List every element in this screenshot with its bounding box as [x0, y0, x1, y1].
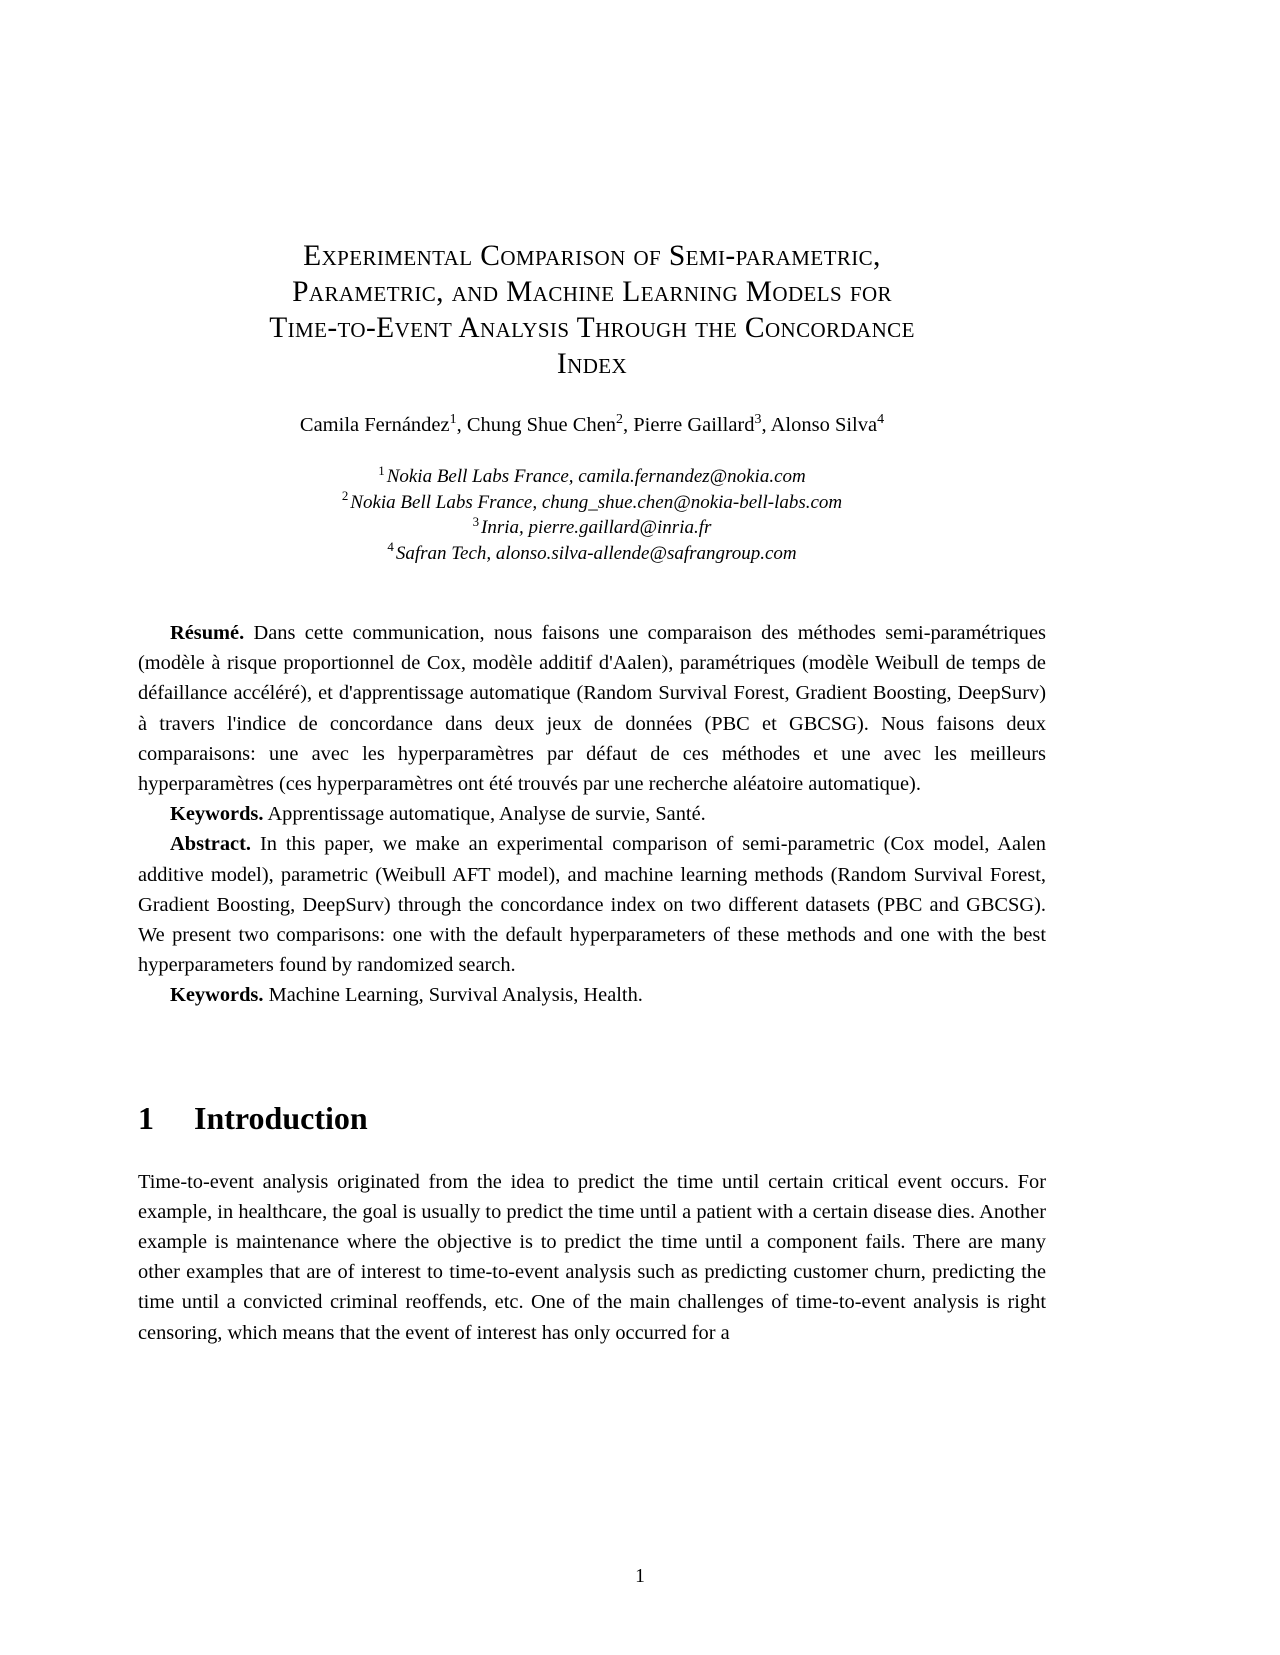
affiliation-item [138, 464, 1046, 490]
keywords-en-label: Keywords. [170, 984, 264, 1007]
affiliation-list [138, 464, 1046, 566]
affiliation-marker: 2 [341, 488, 349, 504]
section-number: 1 [138, 1099, 154, 1136]
author-3 [633, 414, 761, 436]
introduction-paragraph: Time-to-event analysis originated from the idea to predict the time until certain critical event occurs. For example, in healthcare, the goal is usually to predict the time until a patient with a certain disease dies. Another example is maintenance where the objective is to predict the time until a component fails. There are many other examples that are of interest to time-to-event analysis such as predicting customer churn, predicting the time until a convicted criminal reoffends, etc. One of the main challenges of time-to-event analysis is right censoring, which means that the event of interest has only occurred for a [138, 1170, 1046, 1344]
author-name: Camila Fernández [299, 414, 450, 436]
abstract-label: Abstract. [170, 833, 251, 856]
abstract-text: In this paper, we make an experimental comparison of semi-parametric (Cox model, Aalen additive model), parametric (Weibull AFT model), and machine learning methods (Random Survival Forest, Gradient Boosting, DeepSurv) through the concordance index on two different datasets (PBC and GBCSG). We present two comparisons: one with the default hyperparameters of these methods and one with the best hyperparameters found by randomized search. [138, 833, 1046, 977]
author-separator-1: , [456, 414, 467, 436]
author-separator-2: , [623, 414, 634, 436]
author-name: Pierre Gaillard [633, 414, 755, 436]
section-title: Introduction [194, 1099, 368, 1136]
author-name: Chung Shue Chen [466, 414, 617, 436]
affiliation-marker: 3 [472, 513, 480, 529]
resume-text: Dans cette communication, nous faisons une comparaison des méthodes semi-paramétriques (modèle à risque proportionnel de Cox, modèle additif d'Aalen), paramétriques (modèle Weibull de temps de défaillance accéléré), et d'apprentissage automatique (Random Survival Forest, Gradient Boosting, DeepSurv) à travers l'indice de concordance dans deux jeux de données (PBC et GBCSG). Nous faisons deux comparaisons: une avec les hyperparamètres par défaut de ces méthodes et une avec les meilleurs hyperparamètres (ces hyperparamètres ont été trouvés par une recherche aléatoire automatique). [138, 622, 1046, 796]
introduction-body [138, 1167, 1046, 1348]
author-name: Alonso Silva [770, 414, 878, 436]
keywords-en-paragraph [138, 980, 1046, 1010]
keywords-en-text: Machine Learning, Survival Analysis, Health. [268, 984, 643, 1007]
author-list [138, 412, 1046, 438]
author-2 [467, 414, 623, 436]
affiliation-item [138, 515, 1046, 541]
affiliation-item [138, 541, 1046, 567]
keywords-fr-label: Keywords. [170, 803, 264, 826]
author-affiliation-marker: 1 [449, 412, 457, 428]
section-heading-introduction [138, 1099, 1046, 1137]
resume-paragraph [138, 618, 1046, 799]
title-line-2: Parametric, and Machine Learning Models for [292, 276, 892, 308]
affiliation-item [138, 490, 1046, 516]
author-1 [300, 414, 457, 436]
keywords-fr-paragraph [138, 799, 1046, 829]
paper-title [138, 238, 1046, 382]
author-affiliation-marker: 2 [616, 412, 624, 428]
author-4 [771, 414, 884, 436]
resume-label: Résumé. [170, 622, 245, 644]
page-number: 1 [635, 1566, 645, 1587]
page-content [138, 0, 1046, 1348]
title-line-1: Experimental Comparison of Semi-parametric, [303, 240, 881, 272]
affiliation-text: Nokia Bell Labs France, chung_shue.chen@nokia-bell-labs.com [350, 491, 843, 513]
affiliation-marker: 1 [378, 462, 385, 478]
author-separator-3: , [761, 414, 771, 436]
abstract-paragraph [138, 829, 1046, 980]
affiliation-marker: 4 [387, 539, 394, 555]
author-affiliation-marker: 4 [877, 412, 885, 428]
affiliation-text: Nokia Bell Labs France, camila.fernandez@nokia.com [386, 466, 806, 487]
title-line-4: Index [556, 348, 628, 380]
title-line-3: Time-to-Event Analysis Through the Concordance [269, 312, 915, 344]
affiliation-text: Safran Tech, alonso.silva-allende@safrangroup.com [395, 542, 797, 564]
keywords-fr-text: Apprentissage automatique, Analyse de survie, Santé. [267, 803, 706, 826]
author-affiliation-marker: 3 [754, 412, 762, 428]
abstract-section [138, 618, 1046, 1011]
affiliation-text: Inria, pierre.gaillard@inria.fr [481, 517, 712, 538]
